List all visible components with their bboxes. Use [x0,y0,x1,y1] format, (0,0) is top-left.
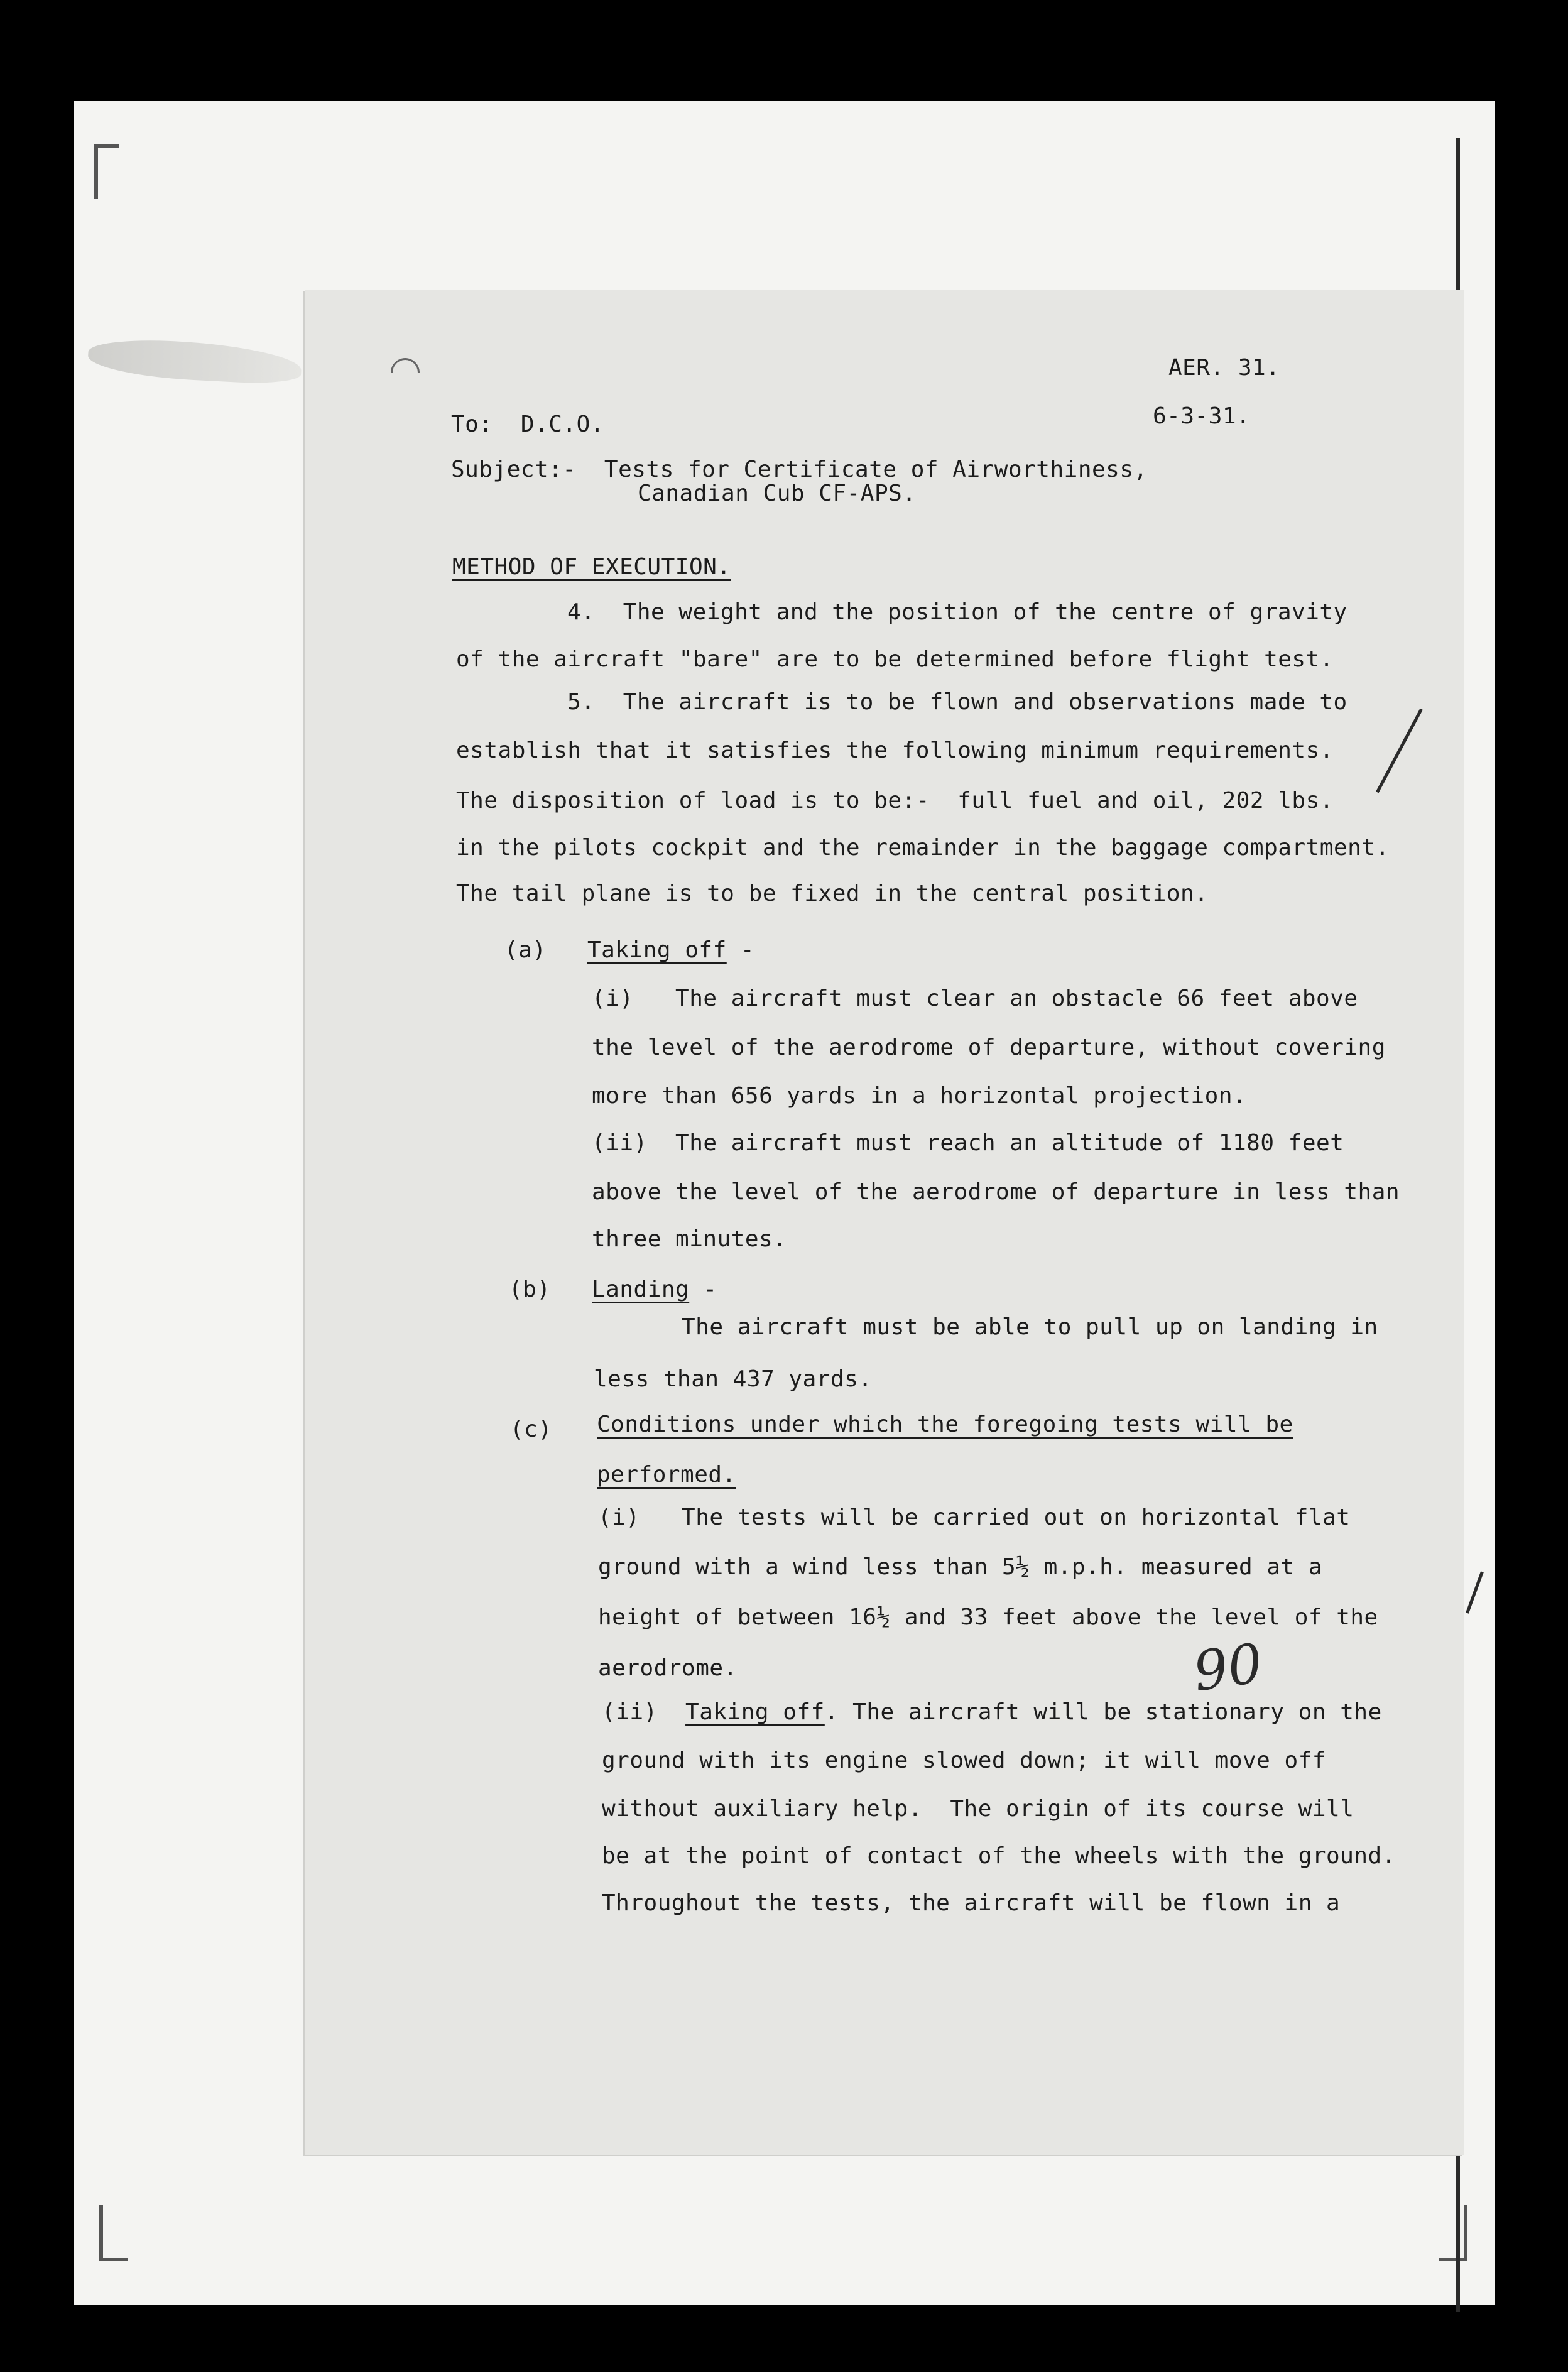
item-c-ii-first-line [602,1701,1382,1724]
paragraph-line: establish that it satisfies the following minimum requirements. [456,737,1334,763]
item-title-a-text: Taking off [587,937,727,963]
item-c-ii-title: Taking off [685,1699,825,1725]
item-a-line: (ii) The aircraft must reach an altitude of 1180 feet [592,1130,1344,1156]
item-c-ii-label: (ii) [602,1699,686,1725]
crop-mark-bottom-left [99,2205,128,2261]
item-title-a-dash: - [726,937,755,963]
item-c-line: (i) The tests will be carried out on horizontal flat [598,1504,1351,1530]
section-heading: METHOD OF EXECUTION. [452,554,731,580]
item-title-b-text: Landing [592,1276,690,1302]
item-b-line: The aircraft must be able to pull up on landing in [682,1314,1378,1340]
item-a-line: three minutes. [592,1226,787,1252]
paragraph-line: 4. The weight and the position of the centre of gravity [567,599,1348,625]
subject-line-1: Subject:- Tests for Certificate of Airworthiness, [451,457,1148,482]
letter-date: 6-3-31. [1153,403,1251,429]
crop-mark-bottom-right [1439,2205,1467,2261]
item-c-ii-line: be at the point of contact of the wheels with the ground. [602,1843,1396,1869]
recipient: To: D.C.O. [451,411,604,437]
item-c-ii-line: Throughout the tests, the aircraft will be flown in a [602,1890,1341,1916]
item-a-line: above the level of the aerodrome of departure in less than [592,1179,1400,1205]
item-title-c-line-1: Conditions under which the foregoing tests will be [597,1412,1293,1437]
item-c-ii-line: without auxiliary help. The origin of its course will [602,1796,1354,1822]
item-title-a [587,939,754,962]
paragraph-line: The disposition of load is to be:- full fuel and oil, 202 lbs. [456,788,1334,813]
paragraph-line: in the pilots cockpit and the remainder in the baggage compartment. [456,835,1390,861]
item-c-line: height of between 16½ and 33 feet above the level of the [598,1604,1378,1630]
item-c-line: aerodrome. [598,1655,738,1681]
item-b-line: less than 437 yards. [594,1366,873,1392]
item-a-line: the level of the aerodrome of departure, without covering [592,1035,1386,1060]
item-a-line: (i) The aircraft must clear an obstacle 66 feet above [592,986,1358,1011]
item-c-ii-rest: . The aircraft will be stationary on the [824,1699,1382,1725]
item-c-line: ground with a wind less than 5½ m.p.h. measured at a [598,1554,1323,1580]
item-a-line: more than 656 yards in a horizontal projection. [592,1083,1247,1109]
item-title-b-dash: - [689,1276,717,1302]
item-label-b: (b) [509,1276,551,1302]
subject-line-2: Canadian Cub CF-APS. [638,481,917,506]
crop-mark-top-left [94,144,119,199]
item-title-b [592,1278,717,1301]
paragraph-line: The tail plane is to be fixed in the central position. [456,881,1209,906]
item-label-a: (a) [504,937,547,963]
item-title-c-line-2: performed. [597,1462,736,1488]
item-c-ii-line: ground with its engine slowed down; it will move off [602,1748,1327,1773]
handwritten-page-number: 90 [1189,1631,1266,1704]
paragraph-line: of the aircraft "bare" are to be determined before flight test. [456,646,1334,672]
reference-number: AER. 31. [1168,355,1280,381]
paragraph-line: 5. The aircraft is to be flown and observations made to [567,689,1348,715]
item-label-c: (c) [510,1417,552,1442]
